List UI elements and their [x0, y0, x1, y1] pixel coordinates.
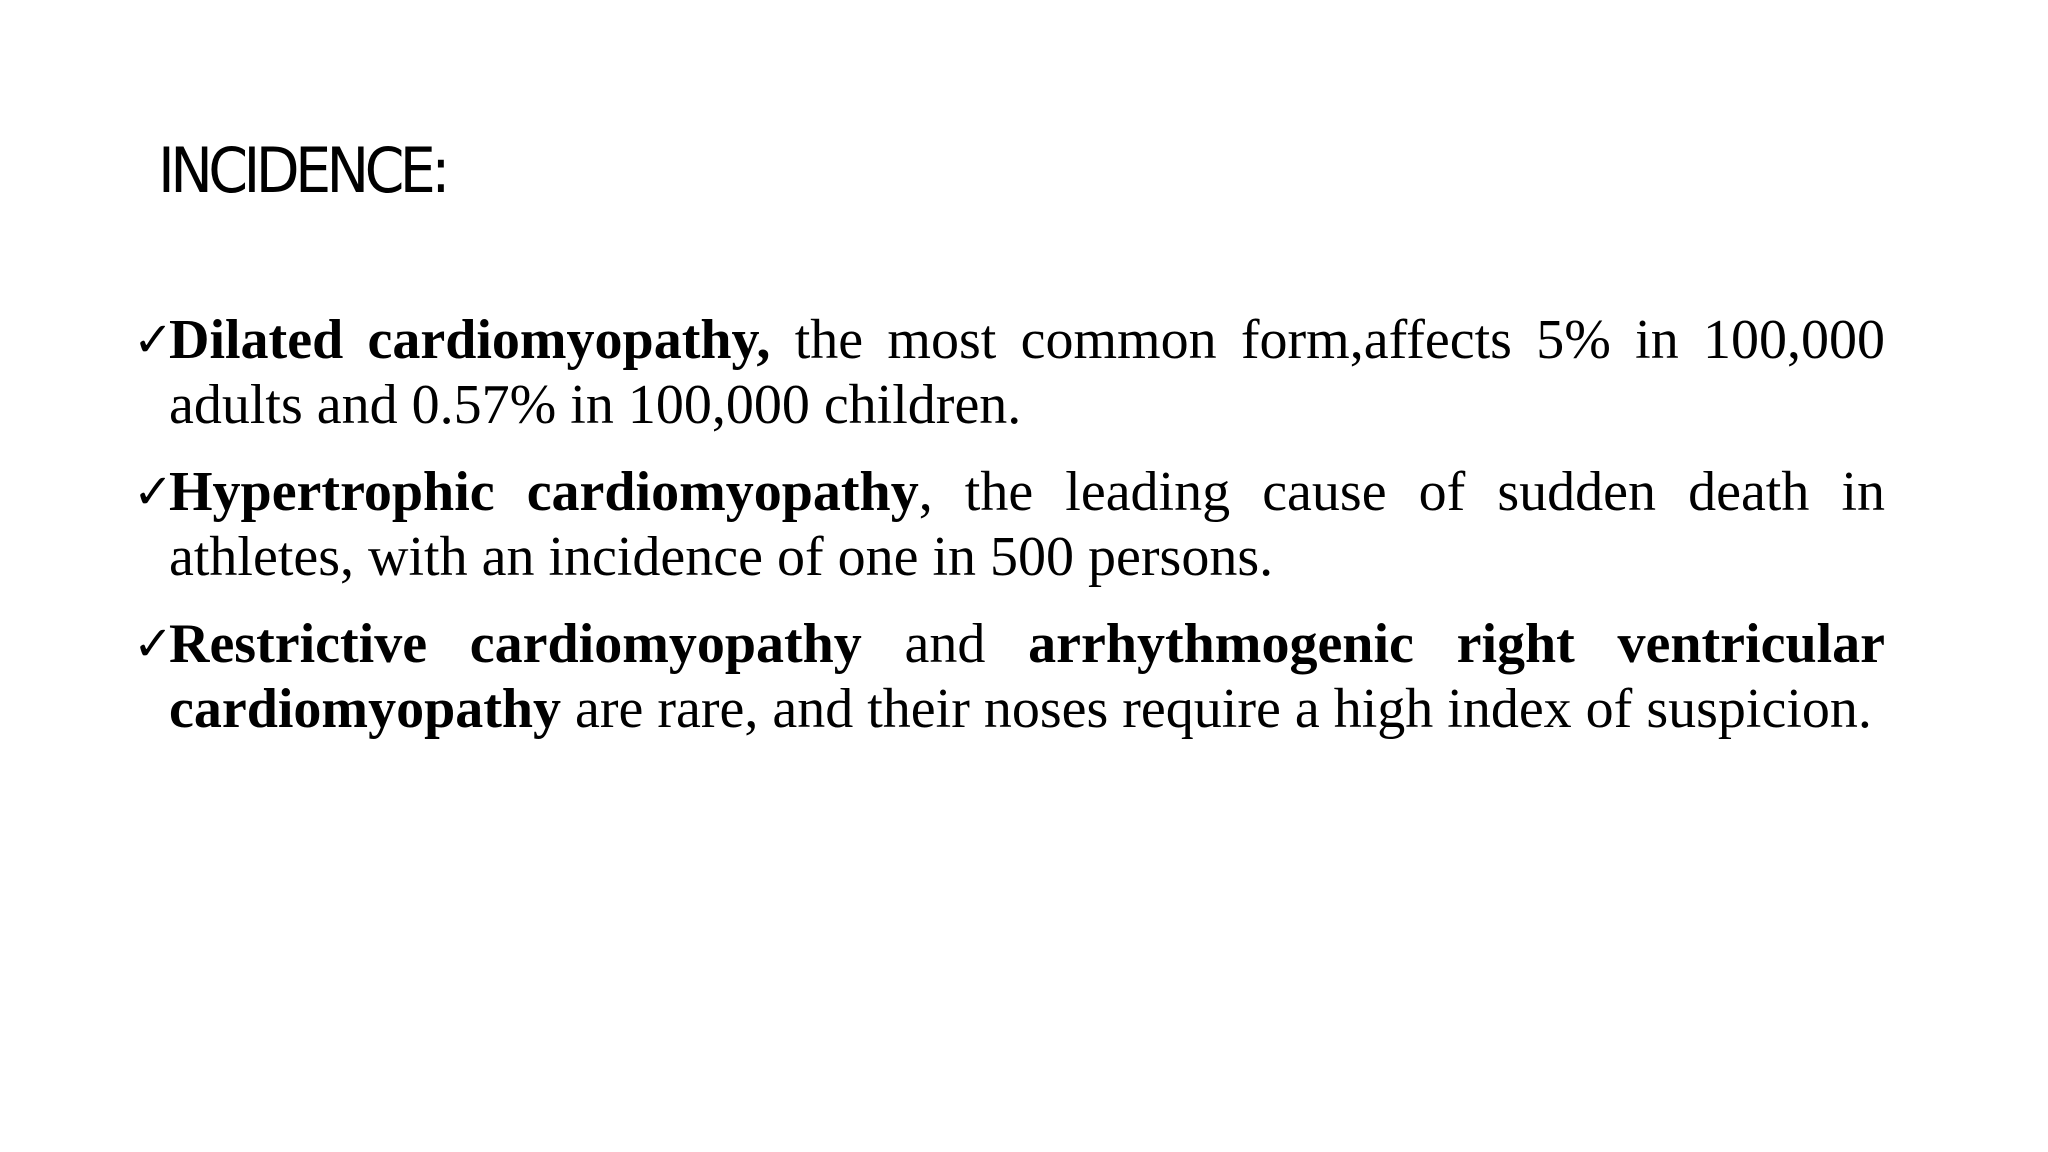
bullet-text: , the leading cause of sudden death in athletes, with an incidence of one in 500 persons. [169, 461, 1886, 588]
check-icon: ✓ [133, 616, 174, 672]
check-icon: ✓ [133, 464, 174, 520]
check-icon: ✓ [133, 312, 174, 368]
bullet-item-dilated [133, 308, 1885, 438]
term-hypertrophic-cardiomyopathy: Hypertrophic cardiomyopathy [169, 461, 919, 523]
slide-title: INCIDENCE: [158, 134, 446, 207]
term-restrictive-cardiomyopathy: Restrictive cardiomyopathy [169, 613, 862, 675]
bullet-text: are rare, and their noses require a high index of suspicion. [561, 678, 1872, 740]
bullet-item-restrictive [133, 612, 1885, 742]
bullet-text: and [861, 613, 1029, 675]
bullet-item-hypertrophic [133, 460, 1885, 590]
term-arrhythmogenic-cardiomyopathy: arrhythmogenic right ventricular cardiomyopathy [169, 613, 1885, 740]
term-dilated-cardiomyopathy: Dilated cardiomyopathy, [169, 309, 771, 371]
bullet-text: the most common form,affects 5% in 100,000 adults and 0.57% in 100,000 children. [169, 309, 1885, 436]
bullet-list [133, 308, 1885, 764]
